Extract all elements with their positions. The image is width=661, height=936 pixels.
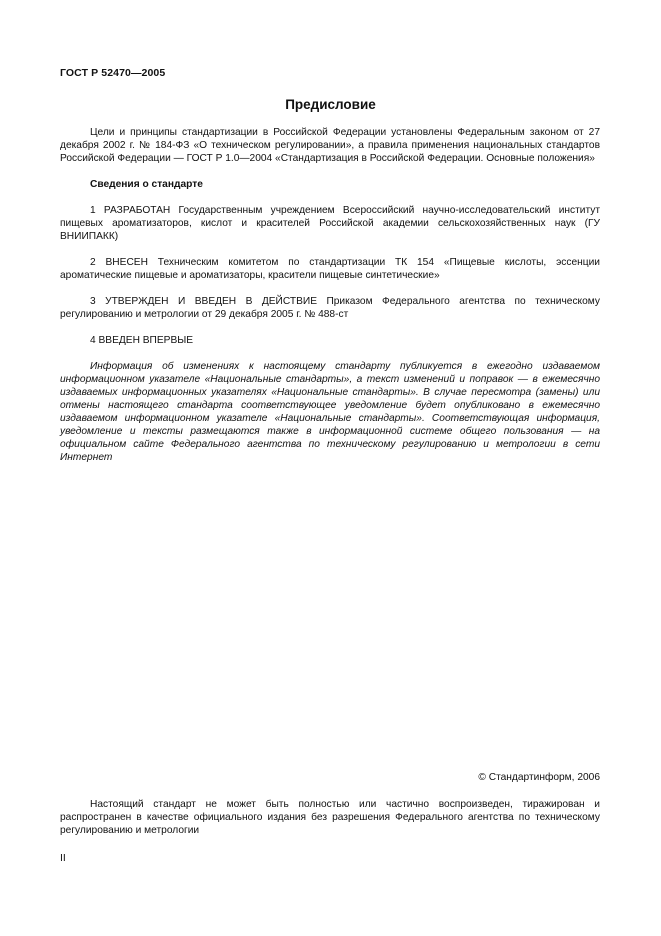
item-introduced-by: 2 ВНЕСЕН Техническим комитетом по стандартизации ТК 154 «Пищевые кислоты, эссенции ароматические пищевые и ароматизаторы, красители пищевые синтетические» xyxy=(60,257,600,281)
changes-notice: Информация об изменениях к настоящему стандарту публикуется в ежегодно издаваемом информационном указателе «Национальные стандарты», а текст изменений и поправок — в ежемесячно издаваемых информационных указателях «Национальные стандарты». В случае пересмотра (замены) или отмены настоящего стандарта соответствующее уведомление будет опубликовано в ежемесячно издаваемом информационном указателе «Национальные стандарты». Соответствующая информация, уведомление и тексты размещаются также в информационной системе общего пользования — на официальном сайте Федерального агентства по техническому регулированию и метрологии в сети Интернет xyxy=(60,361,600,463)
copyright-line: © Стандартинформ, 2006 xyxy=(478,772,600,783)
standard-info-heading: Сведения о стандарте xyxy=(90,179,203,190)
reproduction-notice: Настоящий стандарт не может быть полностью или частично воспроизведен, тиражирован и распространен в качестве официального издания без разрешения Федерального агентства по техническому регулированию и метрологии xyxy=(60,799,600,836)
item-first-introduced: 4 ВВЕДЕН ВПЕРВЫЕ xyxy=(90,335,194,346)
document-code: ГОСТ Р 52470—2005 xyxy=(60,67,166,79)
preface-title: Предисловие xyxy=(285,97,376,112)
preface-body xyxy=(60,126,600,464)
item-approved: 3 УТВЕРЖДЕН И ВВЕДЕН В ДЕЙСТВИЕ Приказом Федерального агентства по техническому регулированию и метрологии от 29 декабря 2005 г. № 488-ст xyxy=(60,296,600,320)
intro-paragraph: Цели и принципы стандартизации в Российской Федерации установлены Федеральным законом от 27 декабря 2002 г. № 184-ФЗ «О техническом регулировании», а правила применения национальных стандартов Российской Федерации — ГОСТ Р 1.0—2004 «Стандартизация в Российской Федерации. Основные положения» xyxy=(60,127,600,164)
item-developed: 1 РАЗРАБОТАН Государственным учреждением Всероссийский научно-исследовательский институт пищевых ароматизаторов, кислот и красителей Российской академии сельскохозяйственных наук (ГУ ВНИИПАКК) xyxy=(60,205,600,242)
page-number: II xyxy=(60,852,66,864)
